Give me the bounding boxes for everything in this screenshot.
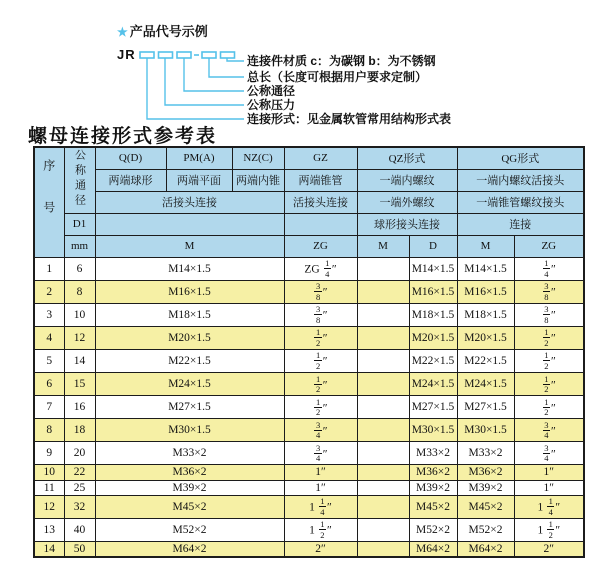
cell-qg_zg: $\frac{3}{8}$ ″ [514,280,584,303]
header-desc-pm: 两端平面 [166,169,232,191]
cell-seq: 7 [34,396,64,419]
header-blank-gz [284,213,357,235]
header-col-qg: QG形式 [457,147,584,169]
cell-m: M20×1.5 [95,326,284,349]
cell-qg_zg: 1 $\frac{1}{4}$ ″ [514,495,584,518]
cell-gz: $\frac{1}{2}$ ″ [284,349,357,372]
code-label-conn-form: 连接形式：见金属软管常用结构形式表 [247,112,452,126]
cell-qz_d: M18×1.5 [409,303,457,326]
cell-dn: 10 [64,303,95,326]
code-label-material: 连接件材质 c：为碳钢 b：为不锈钢 [247,54,436,68]
table-row [34,326,584,349]
header-qg-zg: ZG [514,235,584,257]
cell-dn: 16 [64,396,95,419]
cell-qz_d: M45×2 [409,495,457,518]
cell-seq: 3 [34,303,64,326]
header-col-pm: PM(A) [166,147,232,169]
cell-gz: $\frac{3}{8}$ ″ [284,280,357,303]
header-dn: 公称通径 [64,147,95,213]
cell-m: M18×1.5 [95,303,284,326]
cell-qz_d: M27×1.5 [409,396,457,419]
cell-qg_m: M27×1.5 [457,396,514,419]
star-icon: ★ [117,25,128,39]
table-row [34,465,584,480]
cell-gz: 1″ [284,480,357,495]
cell-qz_d: M30×1.5 [409,419,457,442]
cell-qg_m: M45×2 [457,495,514,518]
cell-qz_m [357,541,409,557]
cell-qg_m: M39×2 [457,480,514,495]
header-qg-conn: 连接 [457,213,584,235]
cell-gz: 1 $\frac{1}{4}$ ″ [284,495,357,518]
header-col-qz: QZ形式 [357,147,457,169]
cell-dn: 40 [64,518,95,541]
cell-m: M24×1.5 [95,373,284,396]
cell-qg_m: M36×2 [457,465,514,480]
cell-gz: 1 $\frac{1}{2}$ ″ [284,518,357,541]
cell-m: M16×1.5 [95,280,284,303]
table-body [34,257,584,557]
header-m-merged: M [95,235,284,257]
cell-qz_m [357,495,409,518]
nut-connection-table [33,146,585,558]
table-row [34,349,584,372]
cell-seq: 5 [34,349,64,372]
table-row [34,495,584,518]
cell-qz_d: M22×1.5 [409,349,457,372]
code-boxes [140,52,235,58]
cell-m: M64×2 [95,541,284,557]
cell-qg_m: M33×2 [457,442,514,465]
header-mm: mm [64,235,95,257]
cell-qg_zg: $\frac{3}{4}$ ″ [514,442,584,465]
cell-qz_d: M36×2 [409,465,457,480]
cell-m: M33×2 [95,442,284,465]
table-row [34,396,584,419]
cell-qg_zg: $\frac{1}{4}$ ″ [514,257,584,280]
cell-qg_zg: $\frac{3}{8}$ ″ [514,303,584,326]
cell-gz: $\frac{3}{8}$ ″ [284,303,357,326]
connector-lines [147,58,244,119]
header-conn-gz: 活接头连接 [284,191,357,213]
cell-qg_m: M20×1.5 [457,326,514,349]
cell-seq: 2 [34,280,64,303]
header-desc-gz: 两端锥管 [284,169,357,191]
cell-qg_m: M52×2 [457,518,514,541]
cell-qz_d: M33×2 [409,442,457,465]
header-desc-qg: 一端内螺纹活接头 [457,169,584,191]
cell-seq: 11 [34,480,64,495]
cell-qz_m [357,303,409,326]
table-row [34,257,584,280]
cell-qz_d: M14×1.5 [409,257,457,280]
cell-seq: 13 [34,518,64,541]
product-code-prefix: JR [117,47,136,62]
cell-qg_zg: 1″ [514,465,584,480]
header-blank-qpmnz [95,213,284,235]
cell-seq: 10 [34,465,64,480]
table-row [34,419,584,442]
cell-gz: 2″ [284,541,357,557]
table-header [34,147,584,257]
cell-dn: 18 [64,419,95,442]
header-qg-m: M [457,235,514,257]
cell-gz: ZG $\frac{1}{4}$ ″ [284,257,357,280]
header-desc-q: 两端球形 [95,169,166,191]
header-col-nz: NZ(C) [232,147,284,169]
table-row [34,518,584,541]
cell-gz: $\frac{3}{4}$ ″ [284,419,357,442]
table-row [34,442,584,465]
cell-gz: $\frac{1}{2}$ ″ [284,373,357,396]
cell-qg_zg: $\frac{1}{2}$ ″ [514,373,584,396]
diagram-title-text: 产品代号示例 [129,24,208,39]
cell-dn: 14 [64,349,95,372]
cell-qg_zg: 2″ [514,541,584,557]
header-conn-qz: 一端外螺纹 [357,191,457,213]
cell-qg_zg: 1″ [514,480,584,495]
table-row [34,280,584,303]
cell-m: M22×1.5 [95,349,284,372]
cell-seq: 14 [34,541,64,557]
cell-m: M39×2 [95,480,284,495]
cell-dn: 50 [64,541,95,557]
header-desc-qz: 一端内螺纹 [357,169,457,191]
header-col-gz: GZ [284,147,357,169]
cell-qg_zg: 1 $\frac{1}{2}$ ″ [514,518,584,541]
header-qz-d: D [409,235,457,257]
code-label-pressure: 公称压力 [247,98,296,112]
cell-qz_d: M64×2 [409,541,457,557]
cell-qg_m: M16×1.5 [457,280,514,303]
cell-seq: 6 [34,373,64,396]
cell-qz_m [357,518,409,541]
table-row [34,541,584,557]
cell-seq: 1 [34,257,64,280]
cell-m: M45×2 [95,495,284,518]
cell-gz: $\frac{1}{2}$ ″ [284,326,357,349]
cell-qz_m [357,465,409,480]
cell-qz_d: M39×2 [409,480,457,495]
header-qz-m: M [357,235,409,257]
cell-qg_m: M30×1.5 [457,419,514,442]
cell-m: M27×1.5 [95,396,284,419]
cell-qz_m [357,396,409,419]
cell-qz_m [357,326,409,349]
cell-dn: 22 [64,465,95,480]
cell-m: M30×1.5 [95,419,284,442]
cell-seq: 8 [34,419,64,442]
table-row [34,373,584,396]
cell-gz: $\frac{1}{2}$ ″ [284,396,357,419]
cell-qz_d: M20×1.5 [409,326,457,349]
cell-qz_m [357,442,409,465]
code-label-length: 总长（长度可根据用户要求定制） [247,70,428,84]
cell-dn: 25 [64,480,95,495]
cell-qg_m: M22×1.5 [457,349,514,372]
cell-seq: 4 [34,326,64,349]
cell-seq: 12 [34,495,64,518]
header-seq: 序号 [34,147,64,257]
header-conn-qpmnz: 活接头连接 [95,191,284,213]
cell-m: M52×2 [95,518,284,541]
cell-gz: 1″ [284,465,357,480]
cell-qg_zg: $\frac{3}{4}$ ″ [514,419,584,442]
cell-qg_zg: $\frac{1}{2}$ ″ [514,326,584,349]
reference-table-wrap [33,146,585,558]
cell-qz_d: M16×1.5 [409,280,457,303]
table-row [34,480,584,495]
header-conn-qg: 一端锥管螺纹接头 [457,191,584,213]
cell-dn: 20 [64,442,95,465]
cell-qz_m [357,280,409,303]
cell-dn: 12 [64,326,95,349]
cell-m: M14×1.5 [95,257,284,280]
cell-qz_d: M52×2 [409,518,457,541]
header-col-q: Q(D) [95,147,166,169]
cell-dn: 6 [64,257,95,280]
cell-qz_m [357,373,409,396]
header-qz-conn: 球形接头连接 [357,213,457,235]
cell-gz: $\frac{3}{4}$ ″ [284,442,357,465]
cell-qg_zg: $\frac{1}{2}$ ″ [514,349,584,372]
cell-qz_d: M24×1.5 [409,373,457,396]
header-desc-nz: 两端内锥 [232,169,284,191]
cell-qg_m: M64×2 [457,541,514,557]
cell-qz_m [357,480,409,495]
cell-qg_zg: $\frac{1}{2}$ ″ [514,396,584,419]
cell-qg_m: M18×1.5 [457,303,514,326]
table-title: 螺母连接形式参考表 [28,125,218,147]
cell-dn: 8 [64,280,95,303]
code-label-diameter: 公称通径 [247,84,296,98]
cell-qz_m [357,349,409,372]
cell-qg_m: M14×1.5 [457,257,514,280]
header-d1: D1 [64,213,95,235]
cell-dn: 32 [64,495,95,518]
cell-m: M36×2 [95,465,284,480]
cell-qg_m: M24×1.5 [457,373,514,396]
header-zg-gz: ZG [284,235,357,257]
cell-seq: 9 [34,442,64,465]
cell-dn: 15 [64,373,95,396]
cell-qz_m [357,257,409,280]
table-row [34,303,584,326]
cell-qz_m [357,419,409,442]
